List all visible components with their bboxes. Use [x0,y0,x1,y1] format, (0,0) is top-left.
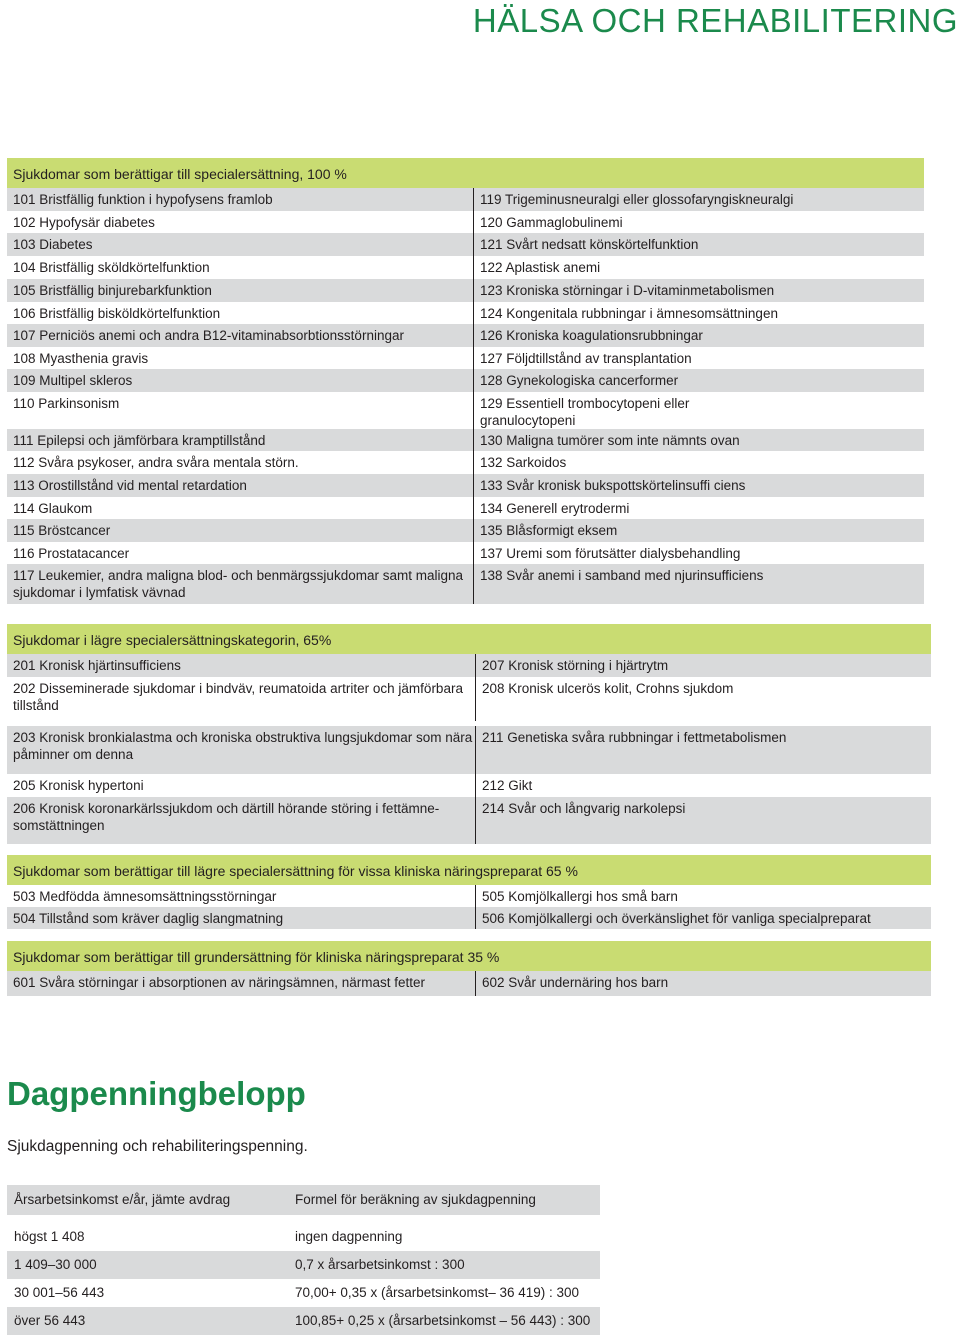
disease-code-right: 137 Uremi som förutsätter dialysbehandling [473,542,924,564]
disease-code-right: 132 Sarkoidos [473,451,924,474]
disease-code-left: 205 Kronisk hypertoni [13,778,144,793]
list-item [7,677,931,721]
list-item [7,726,931,774]
disease-code-left: 601 Svåra störningar i absorptionen av näringsämnen, närmast fetter [13,975,425,990]
list-item [7,233,924,256]
table-spacer [7,1215,600,1223]
list-item [7,324,924,347]
disease-code-left: 206 Kronisk koronarkärlssjukdom och därtill hörande störing i fettämne-somstättningen [13,801,440,833]
disease-code-right: 122 Aplastisk anemi [473,256,924,279]
disease-code-left: 107 Perniciös anemi och andra B12-vitaminabsorbtionsstörningar [13,328,404,343]
income-cell: högst 1 408 [14,1229,85,1244]
section-heading: Sjukdomar som berättigar till lägre specialersättning för vissa kliniska näringspreparat 65 % [7,855,931,885]
disease-code-left: 113 Orostillstånd vid mental retardation [13,478,247,493]
allowance-heading: Dagpenningbelopp [7,1075,306,1112]
income-cell: 30 001–56 443 [14,1285,105,1300]
disease-code-left: 106 Bristfällig bisköldkörtelfunktion [13,306,221,321]
disease-code-left: 105 Bristfällig binjurebarkfunktion [13,283,212,298]
disease-code-right: 207 Kronisk störning i hjärtrytm [475,654,931,677]
list-item [7,774,931,797]
list-item [7,451,924,474]
list-item [7,369,924,392]
list-item [7,797,931,844]
list-item [7,256,924,279]
disease-code-left: 202 Disseminerade sjukdomar i bindväv, reumatoida artriter och jämförbara tillstånd [13,681,463,713]
list-item [7,564,924,604]
disease-code-left: 111 Epilepsi och jämförbara kramptillstånd [13,433,266,448]
section-heading: Sjukdomar som berättigar till specialersättning, 100 % [7,158,924,188]
disease-code-right: 214 Svår och långvarig narkolepsi [475,797,931,844]
list-item [7,347,924,369]
allowance-subheading: Sjukdagpenning och rehabiliteringspenning. [7,1138,308,1155]
disease-code-right: 208 Kronisk ulcerös kolit, Crohns sjukdom [475,677,931,721]
table-row [7,1223,600,1251]
disease-code-right: 211 Genetiska svåra rubbningar i fettmetabolismen [475,726,931,774]
disease-code-right: 135 Blåsformigt eksem [473,519,924,542]
disease-code-right: 138 Svår anemi i samband med njurinsufficiens [473,564,924,604]
list-item [7,211,924,233]
disease-code-right: 126 Kroniska koagulationsrubbningar [473,324,924,347]
list-item [7,542,924,564]
disease-code-right: 121 Svårt nedsatt könskörtelfunktion [473,233,924,256]
disease-code-right: 505 Komjölkallergi hos små barn [475,885,931,907]
disease-code-left: 103 Diabetes [13,237,93,252]
disease-code-left: 201 Kronisk hjärtinsufficiens [13,658,181,673]
disease-code-left: 503 Medfödda ämnesomsättningsstörningar [13,889,277,904]
income-cell: 1 409–30 000 [14,1257,97,1272]
formula-cell: 0,7 x årsarbetsinkomst : 300 [295,1257,465,1272]
disease-code-right: 130 Maligna tumörer som inte nämnts ovan [473,429,924,451]
formula-cell: 70,00+ 0,35 x (årsarbetsinkomst– 36 419) : 300 [295,1285,580,1300]
list-item [7,429,924,451]
section-specialersattning-65 [7,624,931,844]
disease-code-left: 101 Bristfällig funktion i hypofysens framlob [13,192,273,207]
list-item [7,188,924,211]
disease-code-right: 133 Svår kronisk bukspottskörtelinsuffi ciens [473,474,924,497]
disease-code-left: 108 Myasthenia gravis [13,351,149,366]
disease-code-left: 114 Glaukom [13,501,93,516]
disease-code-left: 104 Bristfällig sköldkörtelfunktion [13,260,210,275]
table-row [7,1307,600,1335]
disease-code-right: 602 Svår undernäring hos barn [475,971,931,996]
table-header-row [7,1185,600,1215]
disease-code-right: 506 Komjölkallergi och överkänslighet för vanliga specialpreparat [475,907,931,929]
section-specialersattning-100 [7,158,924,604]
disease-code-left: 116 Prostatacancer [13,546,130,561]
disease-code-right: 120 Gammaglobulinemi [473,211,924,233]
column-header-formula: Formel för beräkning av sjukdagpenning [295,1192,536,1207]
table-row [7,1279,600,1307]
list-item [7,519,924,542]
disease-code-right: 123 Kroniska störningar i D-vitaminmetabolismen [473,279,924,302]
disease-code-left: 504 Tillstånd som kräver daglig slangmatning [13,911,284,926]
list-item [7,497,924,519]
disease-code-left: 117 Leukemier, andra maligna blod- och benmärgssjukdomar samt maligna sjukdomar i lymfatisk vävnad [13,568,463,600]
disease-code-right: 119 Trigeminusneuralgi eller glossofaryngiskneuralgi [473,188,924,211]
disease-code-left: 115 Bröstcancer [13,523,111,538]
disease-code-right: 127 Följdtillstånd av transplantation [473,347,924,369]
column-header-income: Årsarbetsinkomst e/år, jämte avdrag [14,1192,231,1207]
page-title: HÄLSA OCH REHABILITERING [472,2,958,39]
list-item [7,392,924,429]
list-item [7,907,931,929]
income-cell: över 56 443 [14,1313,86,1328]
list-item [7,654,931,677]
disease-code-right: 212 Gikt [475,774,931,797]
disease-code-right: 128 Gynekologiska cancerformer [473,369,924,392]
formula-cell: 100,85+ 0,25 x (årsarbetsinkomst – 56 443) : 300 [295,1313,591,1328]
disease-code-left: 110 Parkinsonism [13,396,120,411]
section-heading: Sjukdomar i lägre specialersättningskategorin, 65% [7,624,931,654]
table-row [7,1251,600,1279]
allowance-table [7,1185,600,1335]
disease-code-right: 129 Essentiell trombocytopeni eller granulocytopeni [473,392,733,429]
disease-code-right: 124 Kongenitala rubbningar i ämnesomsättningen [473,302,924,324]
list-item [7,885,931,907]
list-item [7,302,924,324]
section-naringspreparat-35 [7,941,931,996]
disease-code-right: 134 Generell erytrodermi [473,497,924,519]
disease-code-left: 102 Hypofysär diabetes [13,215,155,230]
formula-cell: ingen dagpenning [295,1229,403,1244]
list-item [7,474,924,497]
section-naringspreparat-65 [7,855,931,929]
list-item [7,279,924,302]
disease-code-left: 109 Multipel skleros [13,373,133,388]
disease-code-left: 112 Svåra psykoser, andra svåra mentala störn. [13,455,299,470]
section-heading: Sjukdomar som berättigar till grundersättning för kliniska näringspreparat 35 % [7,941,931,971]
disease-code-left: 203 Kronisk bronkialastma och kroniska obstruktiva lungsjukdomar som nära påminner om denna [13,730,473,762]
list-item [7,971,931,996]
